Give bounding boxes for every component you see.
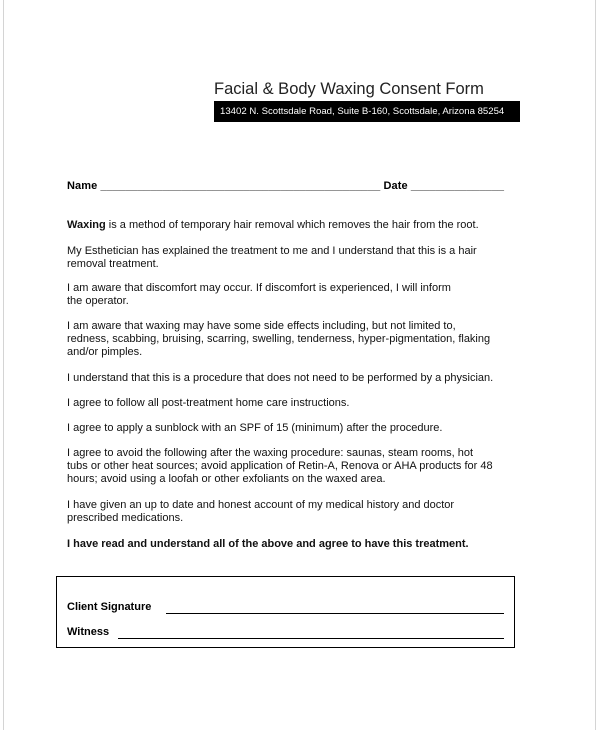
paragraph-side-effects — [67, 320, 517, 360]
paragraph-waxing — [67, 219, 517, 232]
paragraph-esthetician — [67, 245, 517, 271]
text-line: I agree to avoid the following after the waxing procedure: saunas, steam rooms, hot — [67, 447, 474, 459]
text-line: prescribed medications. — [67, 512, 184, 525]
text-line: tubs or other heat sources; avoid application of Retin-A, Renova or AHA products for 48 — [67, 460, 493, 473]
text-line: the operator. — [67, 295, 129, 308]
address-text: 13402 N. Scottsdale Road, Suite B-160, Scottsdale, Arizona 85254 — [220, 106, 505, 117]
text-line: I am aware that discomfort may occur. If discomfort is experienced, I will inform — [67, 282, 451, 294]
text-line: I have given an up to date and honest account of my medical history and doctor — [67, 499, 455, 511]
paragraph-physician: I understand that this is a procedure that does not need to be performed by a physician. — [67, 372, 494, 384]
paragraph-avoid — [67, 447, 517, 487]
waxing-bold: Waxing — [67, 219, 106, 231]
text-line: I am aware that waxing may have some side effects including, but not limited to, — [67, 320, 456, 332]
name-date-field[interactable]: Name _____________________________________________ Date _______________ — [67, 180, 505, 192]
witness-signature-line[interactable] — [118, 638, 504, 639]
address-banner — [214, 101, 520, 122]
form-title: Facial & Body Waxing Consent Form — [214, 80, 484, 98]
waxing-rest: is a method of temporary hair removal which removes the hair from the root. — [105, 219, 479, 231]
text-line: removal treatment. — [67, 258, 159, 271]
text-line: hours; avoid using a loofah or other exfoliants on the waxed area. — [67, 473, 386, 486]
paragraph-agreement: I have read and understand all of the above and agree to have this treatment. — [67, 538, 469, 550]
paragraph-medical-history — [67, 499, 517, 525]
paragraph-discomfort — [67, 282, 517, 308]
signature-box — [56, 576, 515, 648]
text-line: redness, scabbing, bruising, scarring, swelling, tenderness, hyper-pigmentation, flaking — [67, 333, 491, 346]
text-line: and/or pimples. — [67, 346, 143, 359]
witness-label: Witness — [67, 626, 110, 638]
client-signature-label: Client Signature — [67, 601, 152, 613]
paragraph-sunblock: I agree to apply a sunblock with an SPF of 15 (minimum) after the procedure. — [67, 422, 443, 434]
text-line: My Esthetician has explained the treatment to me and I understand that this is a hair — [67, 245, 477, 257]
client-signature-line[interactable] — [166, 613, 504, 614]
paragraph-home-care: I agree to follow all post-treatment home care instructions. — [67, 397, 350, 409]
